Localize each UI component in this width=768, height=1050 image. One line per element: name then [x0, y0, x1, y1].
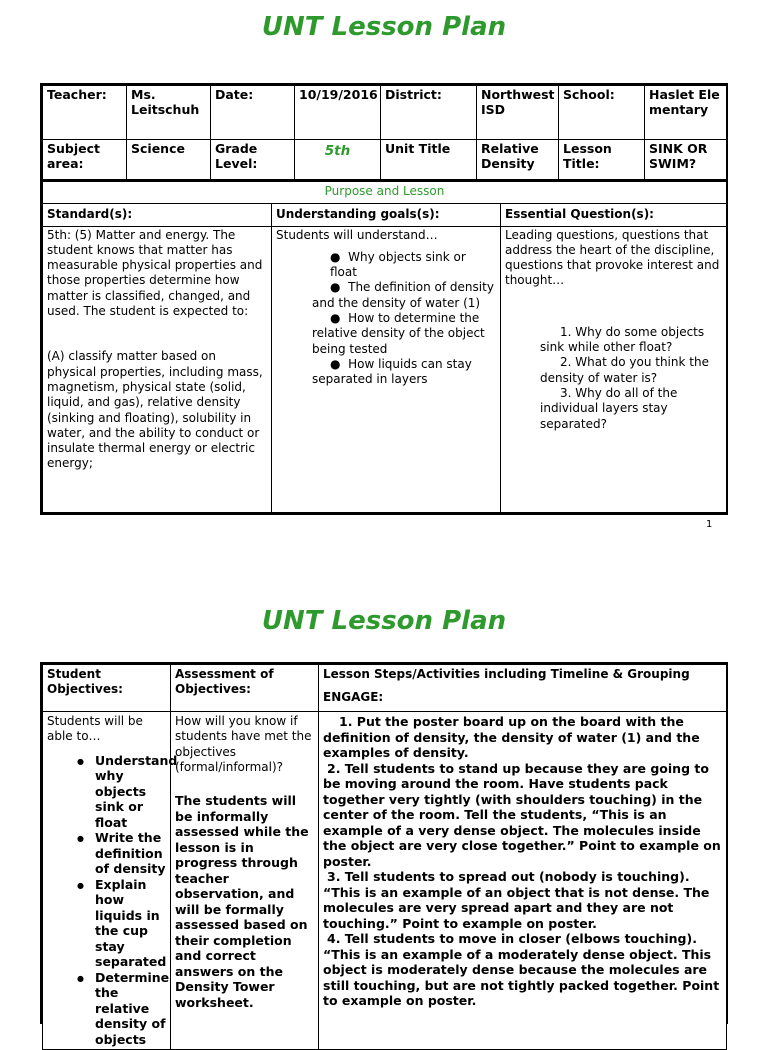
grade-label: Grade Level: — [211, 140, 295, 180]
objectives-heading: Student Objectives: — [43, 665, 171, 712]
steps-cell — [319, 712, 727, 1050]
standards-heading: Standard(s): — [43, 204, 272, 226]
essential-question: 1. Why do some objects sink while other float? — [540, 324, 705, 355]
teacher-label: Teacher: — [43, 86, 127, 140]
standards-text-2: (A) classify matter based on physical properties, including mass, magnetism, physical state (solid, liquid, and gas), relative density (sinking and floating), solubility in water, and the ability to conduct or insulate thermal energy or electric energy; — [47, 349, 263, 471]
district-label: District: — [381, 86, 477, 140]
step-item: 1. Put the poster board up on the board with the definition of density, the density of water (1) and the examples of density. — [323, 714, 700, 760]
goals-cell — [272, 226, 501, 512]
goal-item: ● The definition of density and the density of water (1) — [312, 280, 494, 310]
goal-item: ● Why objects sink or float — [330, 249, 466, 280]
subject-value: Science — [127, 140, 211, 180]
engage-label: ENGAGE: — [323, 690, 384, 705]
unit-value: Relative Density — [477, 140, 559, 180]
step-item: 2. Tell students to stand up because they are going to be moving around the room. Have students pack together very tightly (with shoulders touching) in the center of the room. Tell the students, “This is an example of a very dense object. The molecules inside the object are very close together.” Point to example on poster. — [323, 760, 721, 869]
assessment-answer: The students will be informally assessed while the lesson is in progress through teacher observation, and will be formally assessed based on their completion and correct answers on the Density Tower worksheet. — [175, 793, 309, 1010]
essential-cell — [501, 226, 727, 512]
teacher-value: Ms. Leitschuh — [127, 86, 211, 140]
objective-item: ● Determine the relative density of objects — [83, 970, 166, 1048]
essential-question: 3. Why do all of the individual layers stay separated? — [540, 385, 678, 431]
essential-heading: Essential Question(s): — [501, 204, 727, 226]
goal-item: ● How to determine the relative density of the object being tested — [312, 311, 485, 356]
purpose-heading: Purpose and Lesson — [43, 181, 727, 204]
assessment-question: How will you know if students have met the objectives (formal/informal)? — [175, 714, 312, 774]
lesson-label: Lesson Title: — [559, 140, 645, 180]
page-title: UNT Lesson Plan — [261, 12, 507, 42]
grade-value: 5th — [295, 140, 381, 180]
steps-heading: Lesson Steps/Activities including Timeline & Grouping ENGAGE: — [319, 665, 727, 712]
goal-item: ● How liquids can stay separated in layers — [312, 356, 472, 387]
assessment-cell — [171, 712, 319, 1050]
lesson-info-table — [40, 83, 728, 515]
step-item: 3. Tell students to spread out (nobody is touching). “This is an example of an object that is not dense. The molecules are very spread apart and they are not touching.” Point to example on poster. — [323, 869, 710, 931]
objectives-intro: Students will be able to… — [47, 714, 143, 744]
essential-question: 2. What do you think the density of water is? — [540, 355, 709, 385]
step-item: 4. Tell students to move in closer (elbows touching). “This is an example of a moderately dense object. This object is moderately dense because the molecules are still touching, but are not tightly packed together. Point to example on poster. — [323, 931, 720, 1008]
goals-intro: Students will understand… — [276, 227, 438, 242]
school-label: School: — [559, 86, 645, 140]
lesson-steps-table — [40, 662, 728, 1047]
lesson-value: SINK OR SWIM? — [645, 140, 727, 180]
date-label: Date: — [211, 86, 295, 140]
objective-item: ● Explain how liquids in the cup stay separated — [83, 877, 166, 970]
district-value: Northwest ISD — [477, 86, 559, 140]
essential-intro: Leading questions, questions that address the heart of the discipline, questions that provoke interest and thought… — [505, 227, 720, 288]
objective-item: ● Write the definition of density — [83, 830, 166, 877]
objective-item: ● Understand why objects sink or float — [83, 753, 166, 831]
page-title-2: UNT Lesson Plan — [261, 606, 507, 636]
standards-text-1: 5th: (5) Matter and energy. The student knows that matter has measurable physical properties and those properties determine how matter is classified, changed, and used. The student is expected to: — [47, 227, 263, 319]
objectives-cell — [43, 712, 178, 1050]
subject-label: Subject area: — [43, 140, 127, 180]
goals-heading: Understanding goals(s): — [272, 204, 501, 226]
assessment-heading: Assessment of Objectives: — [171, 665, 319, 712]
date-value: 10/19/2016 — [295, 86, 381, 140]
unit-label: Unit Title — [381, 140, 477, 180]
standards-cell — [43, 226, 272, 512]
school-value: Haslet Elementary — [645, 86, 727, 140]
page-number: 1 — [706, 519, 713, 530]
